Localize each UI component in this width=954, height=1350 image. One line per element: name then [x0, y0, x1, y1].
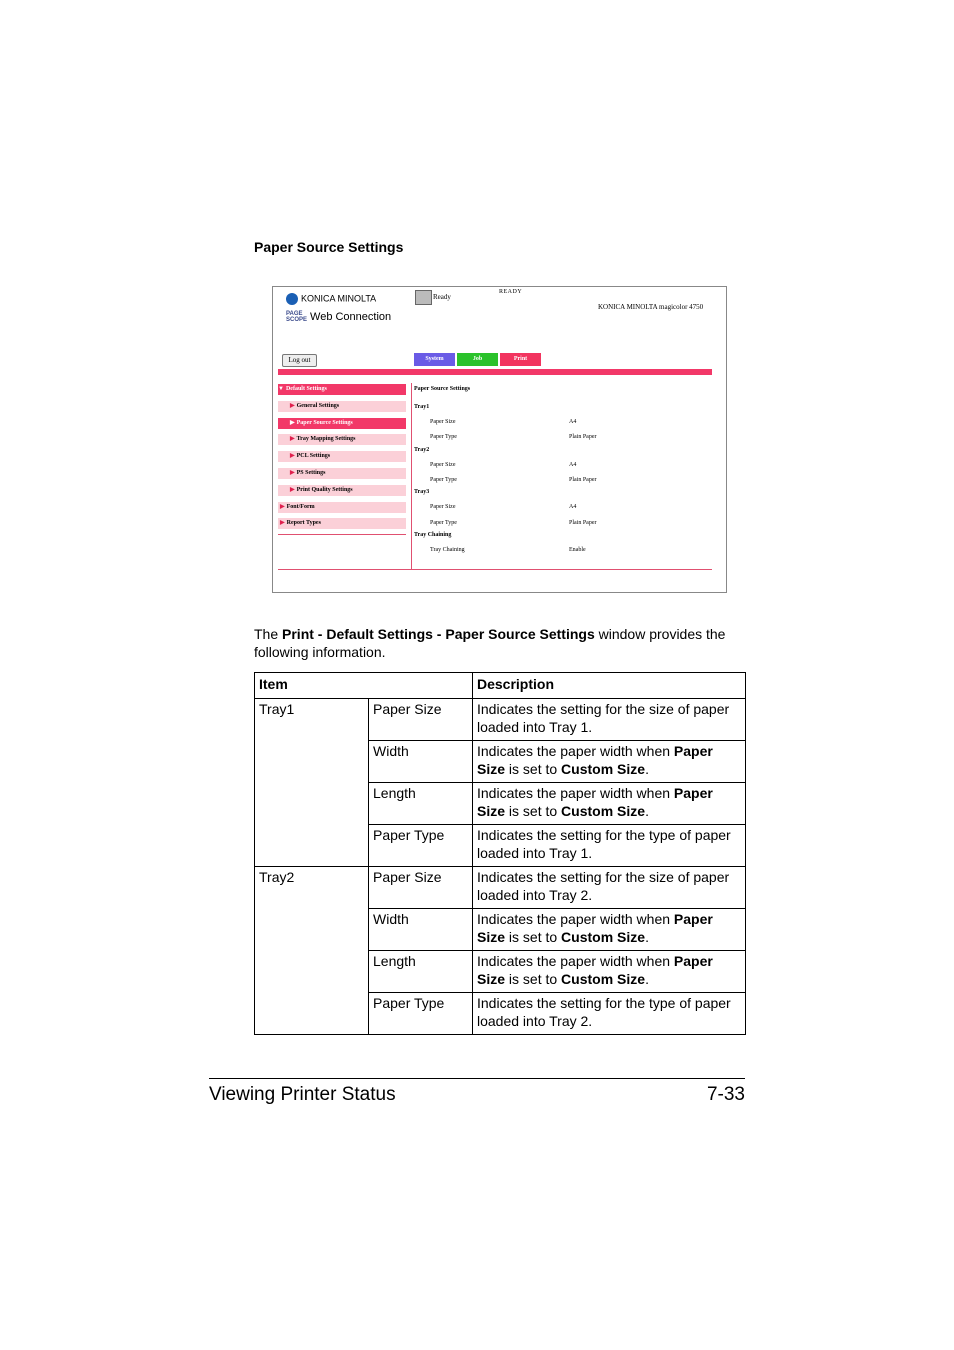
chevron-down-icon: ▼: [278, 386, 284, 392]
field-label: Paper Type: [430, 477, 457, 483]
table-row: [255, 867, 746, 909]
logout-button[interactable]: Log out: [282, 354, 317, 367]
field-label: Paper Size: [430, 462, 456, 468]
nav-default-settings[interactable]: [278, 384, 406, 395]
field-label: Paper Type: [430, 434, 457, 440]
nav-label: Default Settings: [285, 386, 327, 392]
item-cell: Paper Type: [369, 825, 473, 867]
chevron-right-icon: ▶: [290, 403, 295, 409]
nav-paper-source-settings[interactable]: [278, 418, 406, 429]
item-cell: Length: [369, 951, 473, 993]
nav-pcl-settings[interactable]: [278, 451, 406, 462]
section-title: Paper Source Settings: [254, 239, 404, 255]
nav-label: Font/Form: [286, 504, 315, 510]
field-label: Paper Size: [430, 504, 456, 510]
intro-bold-path: Print - Default Settings - Paper Source Settings: [282, 626, 595, 642]
header-description: Description: [473, 673, 746, 699]
table-header-row: [255, 673, 746, 699]
page-number: 7-33: [706, 1084, 745, 1105]
description-cell: Indicates the setting for the type of paper loaded into Tray 2.: [473, 993, 746, 1035]
nav-font-form[interactable]: [278, 502, 406, 513]
product-name: Web Connection: [310, 311, 392, 323]
nav-print-quality-settings[interactable]: [278, 485, 406, 496]
description-cell: Indicates the setting for the type of paper loaded into Tray 1.: [473, 825, 746, 867]
product-logo: [286, 311, 391, 323]
intro-paragraph: The Print - Default Settings - Paper Source Settings window provides the following information.: [254, 626, 726, 660]
item-cell: Width: [369, 741, 473, 783]
field-value: Plain Paper: [569, 477, 597, 483]
group-title: Tray3: [414, 489, 430, 495]
item-cell: Length: [369, 783, 473, 825]
konica-minolta-logo-icon: [286, 293, 298, 305]
header-item: Item: [255, 673, 473, 699]
header-divider: [278, 369, 712, 375]
nav-report-types[interactable]: [278, 518, 406, 529]
field-value: A4: [569, 419, 577, 425]
description-cell: Indicates the paper width when Paper Size is set to Custom Size.: [473, 741, 746, 783]
nav-ps-settings[interactable]: [278, 468, 406, 479]
nav-label: General Settings: [296, 403, 340, 409]
nav-label: PCL Settings: [296, 453, 331, 459]
nav-label: Tray Mapping Settings: [296, 436, 356, 442]
description-cell: Indicates the paper width when Paper Size is set to Custom Size.: [473, 783, 746, 825]
chevron-right-icon: ▶: [280, 504, 285, 510]
field-value: Plain Paper: [569, 434, 597, 440]
field-value: A4: [569, 504, 577, 510]
pagescope-logo-icon: PAGE SCOPE: [286, 311, 308, 324]
description-cell: Indicates the paper width when Paper Size is set to Custom Size.: [473, 951, 746, 993]
tab-job[interactable]: Job: [457, 353, 498, 366]
nav-label: Report Types: [286, 520, 321, 526]
footer-chapter-title: Viewing Printer Status: [209, 1084, 396, 1105]
nav-general-settings[interactable]: [278, 401, 406, 412]
model-name: KONICA MINOLTA magicolor 4750: [598, 303, 704, 311]
brand-name: KONICA MINOLTA: [301, 293, 377, 304]
item-cell: Paper Type: [369, 993, 473, 1035]
nav-divider: [278, 534, 406, 535]
brand-logo: [286, 293, 376, 305]
group-cell: Tray2: [255, 867, 369, 1035]
chevron-right-icon: ▶: [290, 470, 295, 476]
printer-status-text: Ready: [433, 293, 451, 301]
tab-print[interactable]: Print: [500, 353, 541, 366]
chevron-right-icon: ▶: [290, 420, 295, 426]
chevron-right-icon: ▶: [290, 453, 295, 459]
printer-status-icon: [415, 290, 432, 305]
field-value: A4: [569, 462, 577, 468]
field-label: Tray Chaining: [430, 547, 465, 553]
chevron-right-icon: ▶: [290, 487, 295, 493]
item-cell: Paper Size: [369, 699, 473, 741]
content-divider: [411, 383, 412, 569]
field-value: Plain Paper: [569, 520, 597, 526]
field-label: Paper Type: [430, 520, 457, 526]
field-value: Enable: [569, 547, 586, 553]
description-cell: Indicates the setting for the size of paper loaded into Tray 2.: [473, 867, 746, 909]
footer-divider: [278, 569, 712, 570]
nav-label: PS Settings: [296, 470, 326, 476]
field-label: Paper Size: [430, 419, 456, 425]
content-title: Paper Source Settings: [414, 386, 471, 392]
group-cell: Tray1: [255, 699, 369, 867]
description-cell: Indicates the paper width when Paper Size is set to Custom Size.: [473, 909, 746, 951]
description-cell: Indicates the setting for the size of paper loaded into Tray 1.: [473, 699, 746, 741]
tab-system[interactable]: System: [414, 353, 455, 366]
nav-label: Paper Source Settings: [296, 420, 353, 426]
chevron-right-icon: ▶: [280, 520, 285, 526]
group-title: Tray Chaining: [414, 532, 452, 538]
item-cell: Width: [369, 909, 473, 951]
ready-banner: READY: [499, 289, 523, 295]
nav-label: Print Quality Settings: [296, 487, 353, 493]
group-title: Tray2: [414, 447, 430, 453]
table-row: [255, 699, 746, 741]
info-table: [254, 672, 746, 1035]
chevron-right-icon: ▶: [290, 436, 295, 442]
group-title: Tray1: [414, 404, 430, 410]
item-cell: Paper Size: [369, 867, 473, 909]
web-connection-screenshot: [272, 286, 727, 593]
nav-tray-mapping-settings[interactable]: [278, 434, 406, 445]
footer-rule: [209, 1078, 745, 1079]
